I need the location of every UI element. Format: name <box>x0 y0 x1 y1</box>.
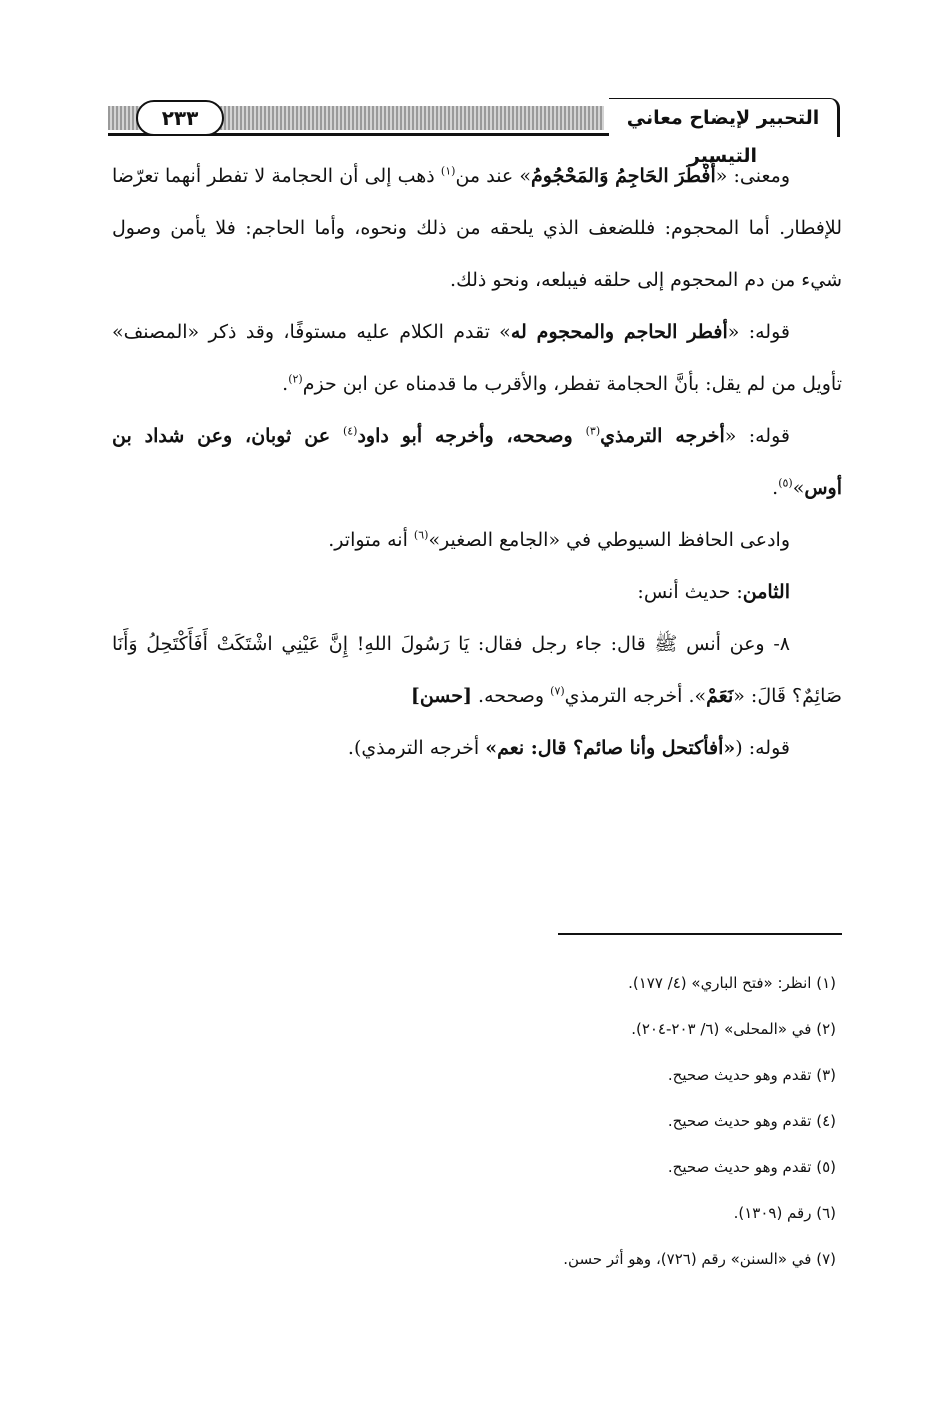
text-run: . <box>282 373 289 395</box>
text-run: : حديث أنس: <box>637 581 743 603</box>
running-title: التحبير لإيضاح معاني التيسير <box>609 98 840 137</box>
footnote-3: (٣) تقدم وهو حديث صحيح. <box>667 1066 836 1084</box>
quoted-phrase: «أفأكتحل وأنا صائم؟ قال: نعم» <box>485 737 736 759</box>
text-run: ». أخرجه الترمذي <box>564 685 707 707</box>
text-run: قوله: « <box>727 321 790 343</box>
footnote-ref: (٣) <box>585 424 601 438</box>
footnote-ref: (٦) <box>413 528 429 542</box>
footnote-2: (٢) في «المحلى» (٦/ ٢٠٣-٢٠٤). <box>631 1020 836 1038</box>
text-run: . <box>772 477 779 499</box>
footnotes <box>112 960 836 1282</box>
footnote-ref: (٢) <box>288 372 303 386</box>
footnote-4: (٤) تقدم وهو حديث صحيح. <box>667 1112 836 1130</box>
section-heading: الثامن <box>742 581 790 603</box>
footnote-ref: (٤) <box>342 424 358 438</box>
footnote-ref: (٥) <box>778 476 793 490</box>
footnote-ref: (٧) <box>550 684 565 698</box>
text-run: » عند من <box>455 165 532 187</box>
paragraph-2 <box>112 306 842 410</box>
text-run: ٨- وعن أنس ﷺ قال: جاء رجل فقال: يَا رَسُولَ اللهِ! إِنَّ عَيْنِي اشْتَكَتْ أَفَأَكْتَحِلُ وَأَنَا صَائِمٌ؟ قَالَ: « <box>112 633 842 707</box>
text-run: أنه متواتر. <box>328 529 414 551</box>
text-run: وصححه. <box>471 685 551 707</box>
footnote-7: (٧) في «السنن» رقم (٧٢٦)، وهو أثر حسن. <box>563 1250 836 1268</box>
footnote-separator <box>558 933 842 935</box>
paragraph-7 <box>112 722 842 774</box>
quoted-phrase: وصححه، وأخرجه أبو داود <box>357 425 586 447</box>
paragraph-3 <box>112 410 842 514</box>
paragraph-5 <box>112 566 842 618</box>
quoted-phrase: نَعَمْ <box>706 685 734 707</box>
text-run: قوله: « <box>724 425 790 447</box>
footnote-ref: (١) <box>440 164 456 178</box>
text-run: أخرجه الترمذي). <box>347 737 486 759</box>
text-run: » <box>792 477 805 499</box>
text-run: ذهب إلى أن الحجامة لا تفطر أنهما تعرّضا للإفطار. أما المحجوم: فللضعف الذي يلحقه من ذلك ونحوه، وأما الحاجم: فلا يأمن وصول شيء من دم المحجوم إلى حلقه فيبلعه، ونحو ذلك. <box>112 165 842 291</box>
page-number: ٢٣٣ <box>136 100 224 136</box>
paragraph-6 <box>112 618 842 722</box>
page-header <box>108 98 840 167</box>
hadith-grade: [حسن] <box>410 685 472 707</box>
text-run: ومعنى: « <box>715 165 791 187</box>
quoted-phrase: أفطر الحاجم والمحجوم له <box>510 321 728 343</box>
text-run: » تقدم الكلام عليه مستوفًا، وقد ذكر «المصنف» تأويل من لم يقل: بأنَّ الحجامة تفطر، والأقرب ما قدمناه عن ابن حزم <box>112 321 842 395</box>
footnote-1: (١) انظر: «فتح الباري» (٤/ ١٧٧). <box>628 974 836 992</box>
text-run: وادعى الحافظ السيوطي في «الجامع الصغير» <box>428 529 790 551</box>
paragraph-4 <box>112 514 842 566</box>
main-text <box>112 150 842 774</box>
hadith-quote: أَفْطَرَ الحَاجِمُ وَالمَحْجُومُ <box>531 165 716 187</box>
paragraph-1 <box>112 150 842 306</box>
footnote-6: (٦) رقم (١٣٠٩). <box>733 1204 836 1222</box>
footnote-5: (٥) تقدم وهو حديث صحيح. <box>667 1158 836 1176</box>
quoted-phrase: عن ثوبان، وعن شداد بن أوس <box>112 425 842 499</box>
quoted-phrase: أخرجه الترمذي <box>600 425 725 447</box>
text-run: قوله: ( <box>735 737 790 759</box>
